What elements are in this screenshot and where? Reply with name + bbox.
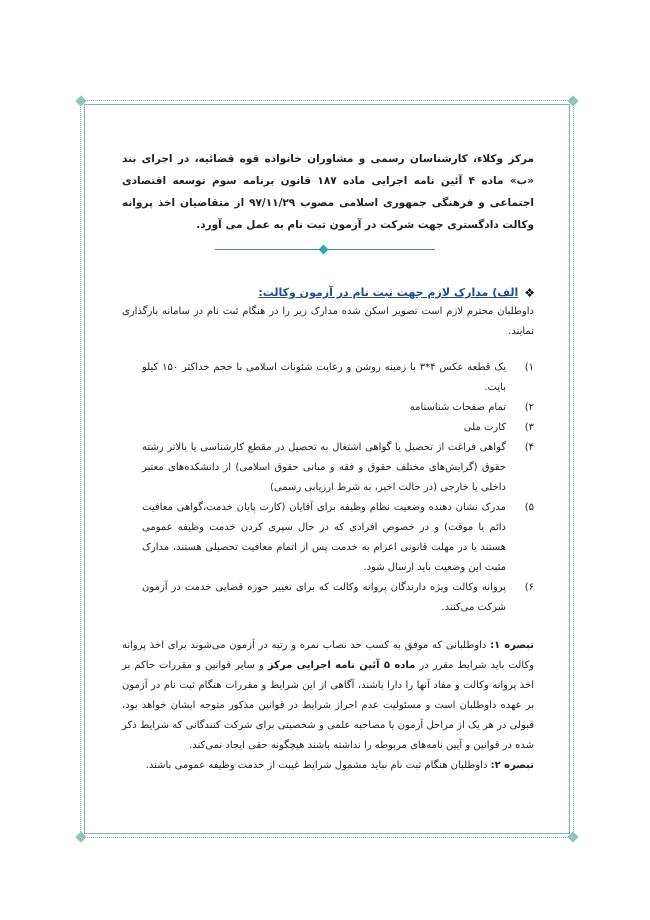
section-heading <box>258 286 535 299</box>
list-item: ۶) پروانه وکالت ویژه دارندگان پروانه وکالت که برای تغییر حوزه قضایی خدمت در آزمون شرکت می‌کنند. <box>142 582 534 613</box>
list-item: ۲) تمام صفحات شناسنامه <box>409 402 534 413</box>
lead-paragraph: داوطلبان محترم لازم است تصویر اسکن شده مدارک زیر را در هنگام ثبت نام در سامانه بارگذاری نمایند. <box>122 306 534 337</box>
documents-list <box>142 358 534 618</box>
border-corner-ornament <box>75 831 86 842</box>
list-item: ۵) مدرک نشان دهنده وضعیت نظام وظیفه برای آقایان (کارت پایان خدمت،گواهی معافیت دائم یا موقت) و در خصوص افرادی که در حال سپری کردن خدمت وظیفه عمومی هستند یا در مهلت قانونی اعزام به خدمت پس از اتمام معافیت تحصیلی هستند، مدارک مثبت این وضعیت باید ارسال شود. <box>142 502 534 573</box>
note-1: تبصره ۱: داوطلبانی که موفق به کسب حد نصاب نمره و رتبه در آزمون می‌شوند برای اخذ پروانه وکالت باید شرایط مقرر در ماده ۵ آئین نامه اجرایی مرکز و سایر قوانین و مقررات حاکم بر اخذ پروانه وکالت و مفاد آنها را دارا باشند، آگاهی از این شرایط و مقررات هنگام ثبت نام در آزمون بر عهده داوطلبان است و مسئولیت عدم احراز شرایط در قوانین مذکور متوجه ایشان خواهد بود، قبولی در هر یک از مراحل آزمون یا مصاحبه علمی و شخصیتی برای شرکت کنندگانی که شرایط ذکر شده در قوانین و آیین نامه‌های مربوطه را نداشته باشند هیچگونه حقی ایجاد نمی‌کند. <box>122 640 535 751</box>
intro-block <box>122 148 534 236</box>
note-1-label: تبصره ۱: <box>490 640 535 651</box>
note-2: تبصره ۲: داوطلبان هنگام ثبت نام نباید مشمول شرایط غیبت از خدمت وظیفه عمومی باشند. <box>145 760 534 771</box>
diamond-bullet-icon: ❖ <box>524 285 535 300</box>
section-title: الف) مدارک لازم جهت ثبت نام در آزمون وکالت: <box>258 286 519 299</box>
note-1-bold: ماده ۵ آئین نامه اجرایی مرکز <box>267 660 416 671</box>
notes-block <box>122 636 534 776</box>
border-corner-ornament <box>567 95 578 106</box>
note-2-label: تبصره ۲: <box>490 760 534 771</box>
list-item: ۱) یک قطعه عکس ۴*۳ با زمینه روشن و رعایت شئونات اسلامی با حجم حداکثر ۱۵۰ کیلو بایت. <box>142 362 534 393</box>
intro-paragraph: مرکز وکلاء، کارشناسان رسمی و مشاوران خانواده قوه قضائیه، در اجرای بند «ب» ماده ۴ آئین نامه اجرایی ماده ۱۸۷ قانون برنامه سوم توسعه اقتصادی اجتماعی و فرهنگی جمهوری اسلامی مصوب ۹۷/۱۱/۲۹ از متقاضیان اخذ پروانه وکالت دادگستری جهت شرکت در آزمون ثبت نام به عمل می آورد. <box>122 153 535 231</box>
border-corner-ornament <box>567 831 578 842</box>
border-corner-ornament <box>75 95 86 106</box>
list-item: ۴) گواهی فراغت از تحصیل یا گواهی اشتغال به تحصیل در مقطع کارشناسی یا بالاتر رشته حقوق (گرایش‌های مختلف حقوق و فقه و مبانی حقوق اسلامی) از دانشکده‌های معتبر داخلی یا خارجی (در حالت اخیر، به شرط ارزیابی رسمی) <box>142 442 534 493</box>
list-item: ۳) کارت ملی <box>463 422 534 433</box>
